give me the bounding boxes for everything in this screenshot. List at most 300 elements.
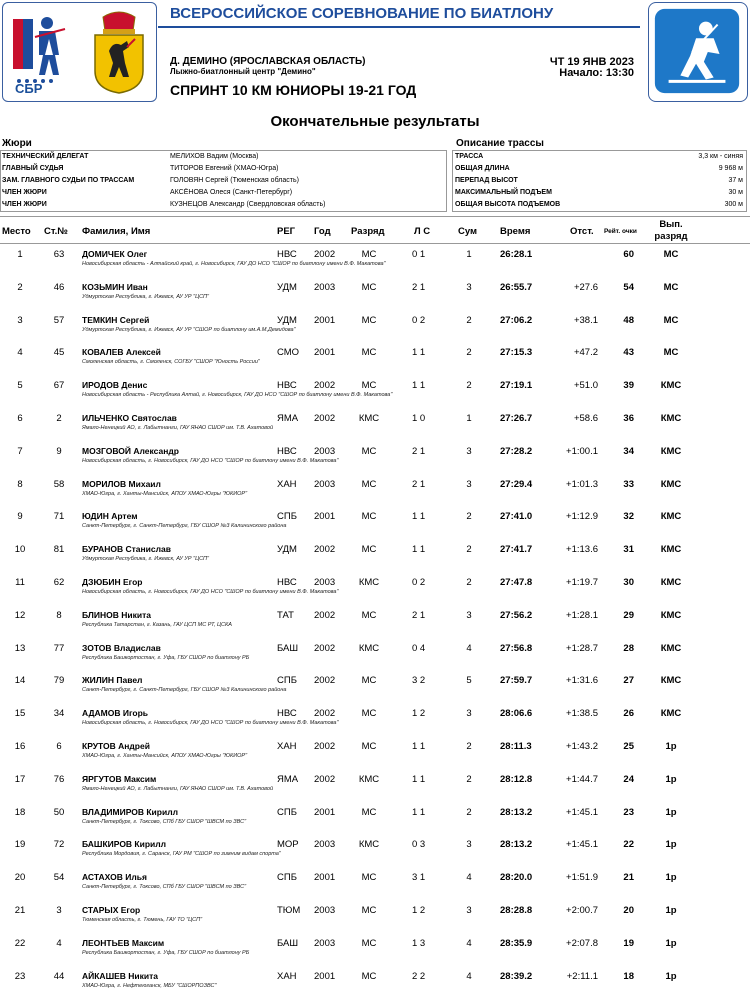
col-behind: Отст.: [570, 226, 594, 237]
cell-ls: 0 2: [412, 314, 426, 326]
cell-earned: 1р: [665, 839, 677, 851]
cell-year: 2002: [314, 249, 336, 260]
cell-club: Новосибирская область - Алтайский край, г. Новосибирск, ГАУ ДО НСО "СШОР по биатлону имени В.Ф. Макатова": [82, 261, 386, 267]
cell-rank: МС: [361, 872, 377, 884]
cell-bib: 62: [53, 577, 65, 588]
cell-sum: 2: [466, 544, 472, 556]
cell-behind: +1:38.5: [566, 708, 598, 720]
cell-time: 27:28.2: [500, 445, 533, 457]
course-value: 30 м: [728, 189, 743, 196]
cell-reg: УДМ: [277, 281, 297, 293]
cell-sum: 4: [466, 642, 472, 654]
cell-rank: МС: [361, 970, 377, 982]
cell-place: 12: [14, 609, 26, 621]
cell-place: 14: [14, 675, 26, 687]
cell-points: 32: [623, 511, 634, 523]
cell-behind: +1:01.3: [566, 478, 598, 490]
cell-bib: 72: [53, 839, 65, 851]
cell-year: 2001: [314, 970, 336, 982]
cell-ls: 2 2: [412, 970, 426, 982]
cell-reg: ЯМА: [277, 413, 299, 424]
cell-points: 22: [623, 839, 634, 851]
cell-points: 34: [623, 445, 634, 457]
cell-club: Ямало-Ненецкий АО, г. Лабытнанги, ГАУ ЯНАО СШОР им. Т.В. Ахатовой: [82, 425, 274, 431]
cell-year: 2002: [314, 380, 336, 392]
cell-rank: КМС: [358, 642, 380, 654]
table-row: [0, 641, 750, 674]
cell-points: 20: [623, 905, 634, 916]
header-logos: [2, 2, 157, 102]
cell-sum: 4: [466, 937, 472, 949]
col-shooting: Л С: [414, 226, 431, 237]
cell-rank: МС: [361, 249, 377, 260]
col-rank: Разряд: [351, 226, 385, 237]
cell-ls: 2 1: [412, 609, 426, 621]
cell-rank: МС: [361, 741, 377, 752]
cell-sum: 1: [466, 249, 472, 260]
cell-reg: ТЮМ: [277, 905, 301, 916]
cell-place: 13: [14, 642, 26, 654]
course-row: [455, 165, 743, 176]
cell-earned: КМС: [660, 675, 682, 687]
cell-time: 27:19.1: [500, 380, 533, 392]
cell-club: Санкт-Петербург, г. Токсово, СПб ГБУ СШОР "ШВСМ по ЗВС": [82, 884, 247, 891]
cell-bib: 67: [53, 380, 65, 392]
cell-place: 2: [17, 281, 23, 293]
col-place: Место: [2, 226, 31, 237]
cell-earned: МС: [663, 314, 679, 326]
cell-ls: 1 1: [412, 347, 426, 359]
cell-sum: 3: [466, 281, 472, 293]
cell-name: ТЕМКИН Сергей: [82, 314, 150, 325]
cell-ls: 0 3: [412, 839, 426, 851]
cell-rank: МС: [361, 544, 377, 556]
cell-rank: КМС: [358, 577, 380, 588]
cell-earned: 1р: [665, 937, 677, 949]
cell-behind: +2:00.7: [566, 905, 598, 916]
cell-earned: КМС: [660, 445, 682, 457]
cell-ls: 1 1: [412, 773, 426, 785]
cell-year: 2001: [314, 806, 336, 818]
course-value: 37 м: [728, 177, 743, 184]
cell-bib: 58: [53, 478, 65, 490]
cell-club: Республика Мордовия, г. Саранск, ГАУ РМ "СШОР по зимним видам спорта": [82, 851, 281, 858]
cell-behind: +1:45.1: [566, 806, 598, 818]
cell-bib: 46: [53, 281, 65, 293]
table-row: [0, 378, 750, 411]
cell-time: 27:15.3: [500, 347, 533, 359]
cell-club: Новосибирская область, г. Новосибирск, ГАУ ДО НСО "СШОР по биатлону имени В.Ф. Макатова": [82, 589, 339, 595]
cell-year: 2002: [314, 741, 336, 752]
cell-year: 2003: [314, 937, 336, 949]
cell-earned: 1р: [665, 806, 677, 818]
cell-sum: 1: [466, 413, 472, 424]
cell-points: 43: [623, 347, 634, 359]
cell-behind: +1:28.1: [566, 609, 598, 621]
cell-behind: +38.1: [573, 314, 598, 326]
cell-time: 28:13.2: [500, 839, 533, 851]
cell-points: 25: [623, 741, 634, 752]
cell-time: 28:06.6: [500, 708, 533, 720]
cell-points: 54: [623, 281, 634, 293]
course-value: 300 м: [724, 201, 743, 208]
table-row: [0, 739, 750, 772]
cell-time: 27:41.7: [500, 544, 533, 556]
header-divider: [158, 26, 640, 28]
table-header-top-line: [0, 216, 750, 217]
cell-club: Новосибирская область, г. Новосибирск, ГАУ ДО НСО "СШОР по биатлону имени В.Ф. Макатова": [82, 457, 339, 464]
col-sum: Сум: [458, 226, 478, 237]
cell-rank: КМС: [358, 839, 380, 851]
cell-ls: 2 1: [412, 281, 426, 293]
cell-sum: 2: [466, 380, 472, 392]
cell-time: 28:12.8: [500, 773, 533, 785]
cell-earned: КМС: [660, 577, 682, 588]
cell-sum: 3: [466, 839, 472, 851]
cell-year: 2003: [314, 478, 336, 490]
cell-ls: 2 1: [412, 478, 426, 490]
course-label: ОБЩАЯ ВЫСОТА ПОДЪЕМОВ: [455, 201, 561, 208]
table-row: [0, 870, 750, 903]
course-value: 3,3 км - синяя: [698, 153, 743, 160]
table-row: [0, 247, 750, 280]
cell-time: 27:29.4: [500, 478, 533, 490]
cell-earned: КМС: [660, 642, 682, 654]
race-date: ЧТ 19 ЯНВ 2023: [549, 56, 634, 68]
event-title: ВСЕРОССИЙСКОЕ СОРЕВНОВАНИЕ ПО БИАТЛОНУ: [170, 3, 640, 25]
cell-behind: +1:31.6: [566, 675, 598, 687]
cell-place: 1: [17, 249, 23, 260]
cell-place: 23: [14, 970, 26, 982]
cell-earned: КМС: [660, 609, 682, 621]
table-row: [0, 575, 750, 608]
cell-rank: МС: [361, 314, 377, 326]
course-label: МАКСИМАЛЬНЫЙ ПОДЪЕМ: [455, 189, 552, 196]
venue-name: Д. ДЕМИНО (ЯРОСЛАВСКАЯ ОБЛАСТЬ): [170, 56, 366, 67]
cell-reg: ХАН: [277, 970, 297, 982]
cell-club: Смоленская область, г. Смоленск, СОГБУ "СШОР "Юность России": [82, 359, 260, 366]
cell-year: 2003: [314, 445, 336, 457]
cell-bib: 3: [56, 905, 62, 916]
cell-name: ДЗЮБИН Егор: [82, 577, 143, 587]
cell-place: 15: [14, 708, 26, 720]
cell-bib: 57: [53, 314, 65, 326]
cell-earned: МС: [663, 281, 679, 293]
cell-behind: +2:11.1: [566, 970, 598, 982]
cell-behind: +1:44.7: [566, 773, 598, 785]
col-earned-rank: Вып. разряд: [654, 219, 688, 242]
cell-points: 19: [623, 937, 634, 949]
cell-rank: МС: [361, 511, 377, 523]
results-title: Окончательные результаты: [270, 113, 480, 130]
cell-club: Санкт-Петербург, г. Санкт-Петербург, ГБУ СШОР №3 Калининского района: [82, 687, 287, 694]
cell-year: 2002: [314, 544, 336, 556]
cell-sum: 4: [466, 970, 472, 982]
cell-year: 2002: [314, 609, 336, 621]
cell-place: 10: [14, 544, 26, 556]
cell-sum: 2: [466, 577, 472, 588]
cell-behind: +47.2: [573, 347, 598, 359]
table-row: [0, 608, 750, 641]
cell-club: ХМАО-Югра, г. Ханты-Мансийск, АПОУ ХМАО-Югры "ЮКИОР": [82, 753, 248, 759]
cell-sum: 3: [466, 478, 472, 490]
cell-behind: +1:19.7: [566, 577, 598, 588]
cell-place: 20: [14, 872, 26, 884]
jury-person: ТИТОРОВ Евгений (ХМАО-Югра): [170, 165, 279, 172]
cell-earned: 1р: [665, 773, 677, 785]
cell-name: МОРИЛОВ Михаил: [82, 478, 161, 489]
cell-ls: 0 2: [412, 577, 426, 588]
course-row: [455, 189, 743, 200]
table-row: [0, 313, 750, 346]
cell-time: 28:39.2: [500, 970, 533, 982]
cell-time: 27:59.7: [500, 675, 533, 687]
cell-reg: ТАТ: [277, 609, 294, 621]
jury-role: ЧЛЕН ЖЮРИ: [2, 201, 47, 208]
cell-rank: МС: [361, 806, 377, 818]
cell-time: 27:41.0: [500, 511, 533, 523]
cell-name: БЛИНОВ Никита: [82, 609, 151, 620]
jury-role: ЗАМ. ГЛАВНОГО СУДЬИ ПО ТРАССАМ: [2, 177, 135, 184]
cell-behind: +51.0: [573, 380, 598, 392]
cell-place: 22: [14, 937, 26, 949]
table-header-bottom-line: [0, 243, 750, 244]
course-row: [455, 201, 743, 212]
cell-year: 2003: [314, 281, 336, 293]
cell-bib: 76: [53, 773, 65, 785]
cell-sum: 3: [466, 905, 472, 916]
cell-behind: +2:07.8: [566, 937, 598, 949]
cell-ls: 3 2: [412, 675, 426, 687]
cell-sum: 3: [466, 708, 472, 720]
cell-club: Новосибирская область - Республика Алтай, г. Новосибирск, ГАУ ДО НСО "СШОР по биатлону имени В.Ф. Макатова": [82, 392, 393, 399]
cell-club: Тюменская область, г. Тюмень, ГАУ ТО "ЦСП": [82, 917, 203, 923]
cell-sum: 5: [466, 675, 472, 687]
cell-place: 4: [17, 347, 23, 359]
table-row: [0, 936, 750, 969]
cell-rank: МС: [361, 380, 377, 392]
cell-reg: БАШ: [277, 642, 299, 654]
cell-time: 28:11.3: [500, 741, 532, 752]
cell-earned: КМС: [660, 478, 682, 490]
cell-rank: КМС: [358, 413, 380, 424]
cell-bib: 71: [53, 511, 65, 523]
cell-place: 3: [17, 314, 23, 326]
cell-year: 2003: [314, 839, 336, 851]
cell-time: 27:47.8: [500, 577, 533, 588]
sbr-logo-text: СБР: [15, 81, 43, 96]
cell-sum: 4: [466, 872, 472, 884]
cell-time: 28:20.0: [500, 872, 533, 884]
cell-name: АЙКАШЕВ Никита: [82, 970, 159, 981]
cell-earned: 1р: [665, 905, 677, 916]
table-row: [0, 280, 750, 313]
cell-club: Удмуртская Республика, г. Ижевск, АУ УР "СШОР по биатлону им.А.М.Демидова": [82, 326, 296, 333]
col-points: Рейт. очки: [604, 228, 637, 235]
cell-ls: 1 2: [412, 905, 426, 916]
jury-role: ТЕХНИЧЕСКИЙ ДЕЛЕГАТ: [2, 153, 89, 160]
cell-points: 31: [623, 544, 634, 556]
table-row: [0, 345, 750, 378]
cell-sum: 2: [466, 806, 472, 818]
cell-time: 27:06.2: [500, 314, 533, 326]
cell-place: 7: [17, 445, 23, 457]
cell-points: 21: [623, 872, 634, 884]
jury-role: ЧЛЕН ЖЮРИ: [2, 189, 47, 196]
cell-place: 8: [17, 478, 23, 490]
cell-points: 33: [623, 478, 634, 490]
cell-name: КОЗЬМИН Иван: [82, 281, 148, 292]
cell-ls: 0 1: [412, 249, 426, 260]
cell-points: 24: [623, 773, 634, 785]
cell-year: 2001: [314, 511, 336, 523]
race-start-time: Начало: 13:30: [559, 67, 634, 79]
jury-person: АКСЁНОВА Олеся (Санкт-Петербург): [170, 189, 293, 196]
coat-of-arms-icon: [89, 11, 149, 95]
cell-bib: 45: [53, 347, 65, 359]
cell-club: Удмуртская Республика, г. Ижевск, АУ УР "ЦСП": [82, 556, 209, 563]
cell-place: 18: [14, 806, 26, 818]
col-year: Год: [314, 226, 331, 237]
col-bib: Ст.№: [44, 226, 68, 237]
cell-name: ДОМИЧЕК Олег: [82, 249, 148, 259]
biathlon-logo: [648, 2, 748, 102]
cell-behind: +1:28.7: [566, 642, 598, 654]
cell-bib: 8: [56, 609, 62, 621]
cell-sum: 3: [466, 609, 472, 621]
cell-points: 30: [623, 577, 634, 588]
cell-time: 28:35.9: [500, 937, 533, 949]
cell-name: ЮДИН Артем: [82, 511, 138, 522]
cell-time: 27:26.7: [500, 413, 533, 424]
cell-club: Санкт-Петербург, г. Токсово, СПб ГБУ СШОР "ШВСМ по ЗВС": [82, 818, 247, 825]
cell-behind: +58.6: [573, 413, 598, 424]
jury-person: КУЗНЕЦОВ Александр (Свердловская область): [170, 201, 326, 208]
cell-earned: КМС: [660, 708, 682, 720]
cell-name: БАШКИРОВ Кирилл: [82, 839, 167, 850]
cell-bib: 77: [53, 642, 65, 654]
cell-points: 18: [623, 970, 634, 982]
cell-year: 2003: [314, 905, 336, 916]
cell-sum: 2: [466, 314, 472, 326]
venue-subtitle: Лыжно-биатлонный центр "Демино": [170, 67, 316, 76]
jury-person: ГОЛОВЯН Сергей (Тюменская область): [170, 177, 299, 184]
cell-points: 28: [623, 642, 634, 654]
cell-reg: НВС: [277, 577, 297, 588]
cell-rank: МС: [361, 445, 377, 457]
cell-year: 2002: [314, 642, 336, 654]
cell-earned: МС: [663, 249, 679, 260]
cell-bib: 54: [53, 872, 65, 884]
cell-ls: 1 3: [412, 937, 426, 949]
cell-club: ХМАО-Югра, г. Нефтеюганск, МБУ "СШОРПОЗВС": [82, 982, 217, 989]
cell-year: 2002: [314, 773, 336, 785]
cell-year: 2003: [314, 577, 336, 588]
table-row: [0, 706, 750, 739]
cell-rank: МС: [361, 675, 377, 687]
cell-behind: +1:12.9: [566, 511, 598, 523]
cell-reg: СПБ: [277, 511, 297, 523]
cell-points: 60: [623, 249, 634, 260]
col-name: Фамилия, Имя: [82, 226, 151, 237]
cell-behind: +27.6: [573, 281, 598, 293]
col-region: РЕГ: [277, 226, 296, 237]
cell-earned: КМС: [660, 413, 682, 424]
cell-year: 2001: [314, 314, 336, 326]
cell-place: 9: [17, 511, 23, 523]
table-row: [0, 477, 750, 510]
cell-reg: НВС: [277, 445, 297, 457]
cell-name: ЗОТОВ Владислав: [82, 642, 161, 653]
course-row: [455, 153, 743, 164]
cell-rank: МС: [361, 609, 377, 621]
cell-rank: МС: [361, 905, 377, 916]
cell-name: АСТАХОВ Илья: [82, 872, 147, 883]
cell-place: 21: [14, 905, 26, 916]
cell-bib: 6: [56, 741, 62, 752]
cell-reg: СМО: [277, 347, 300, 359]
cell-name: БУРАНОВ Станислав: [82, 544, 171, 555]
cell-sum: 2: [466, 511, 472, 523]
cell-sum: 2: [466, 347, 472, 359]
cell-ls: 1 0: [412, 413, 426, 424]
cell-reg: НВС: [277, 380, 297, 392]
cell-earned: 1р: [665, 872, 677, 884]
table-row: [0, 903, 750, 936]
cell-time: 27:56.8: [500, 642, 533, 654]
cell-name: СТАРЫХ Егор: [82, 905, 141, 915]
cell-reg: НВС: [277, 708, 297, 720]
cell-year: 2002: [314, 708, 336, 720]
cell-place: 19: [14, 839, 26, 851]
cell-bib: 50: [53, 806, 65, 818]
cell-ls: 1 1: [412, 544, 426, 556]
cell-club: Республика Башкортостан, г. Уфа, ГБУ СШОР по биатлону РБ: [82, 949, 250, 956]
cell-ls: 3 1: [412, 872, 426, 884]
cell-ls: 1 2: [412, 708, 426, 720]
cell-reg: ХАН: [277, 478, 297, 490]
table-row: [0, 411, 750, 444]
table-row: [0, 805, 750, 838]
cell-bib: 44: [53, 970, 65, 982]
cell-rank: МС: [361, 937, 377, 949]
race-title: СПРИНТ 10 КМ ЮНИОРЫ 19-21 ГОД: [170, 82, 417, 98]
cell-name: МОЗГОВОЙ Александр: [82, 445, 179, 456]
cell-sum: 3: [466, 445, 472, 457]
cell-club: Ямало-Ненецкий АО, г. Лабытнанги, ГАУ ЯНАО СШОР им. Т.В. Ахатовой: [82, 785, 274, 792]
course-heading: Описание трассы: [456, 138, 544, 149]
cell-reg: УДМ: [277, 314, 297, 326]
cell-earned: КМС: [660, 380, 682, 392]
cell-ls: 0 4: [412, 642, 426, 654]
cell-points: 48: [623, 314, 634, 326]
cell-name: ИРОДОВ Денис: [82, 380, 148, 391]
cell-ls: 2 1: [412, 445, 426, 457]
table-row: [0, 969, 750, 1002]
cell-ls: 1 1: [412, 806, 426, 818]
cell-earned: КМС: [660, 544, 682, 556]
cell-behind: +1:45.1: [566, 839, 598, 851]
table-row: [0, 673, 750, 706]
cell-reg: УДМ: [277, 544, 297, 556]
jury-heading: Жюри: [2, 138, 32, 149]
table-row: [0, 542, 750, 575]
jury-person: МЕЛИХОВ Вадим (Москва): [170, 153, 259, 160]
cell-bib: 2: [56, 413, 62, 424]
cell-club: Республика Башкортостан, г. Уфа, ГБУ СШОР по биатлону РБ: [82, 654, 250, 661]
cell-time: 26:28.1: [500, 249, 533, 260]
cell-name: ИЛЬЧЕНКО Святослав: [82, 413, 177, 423]
